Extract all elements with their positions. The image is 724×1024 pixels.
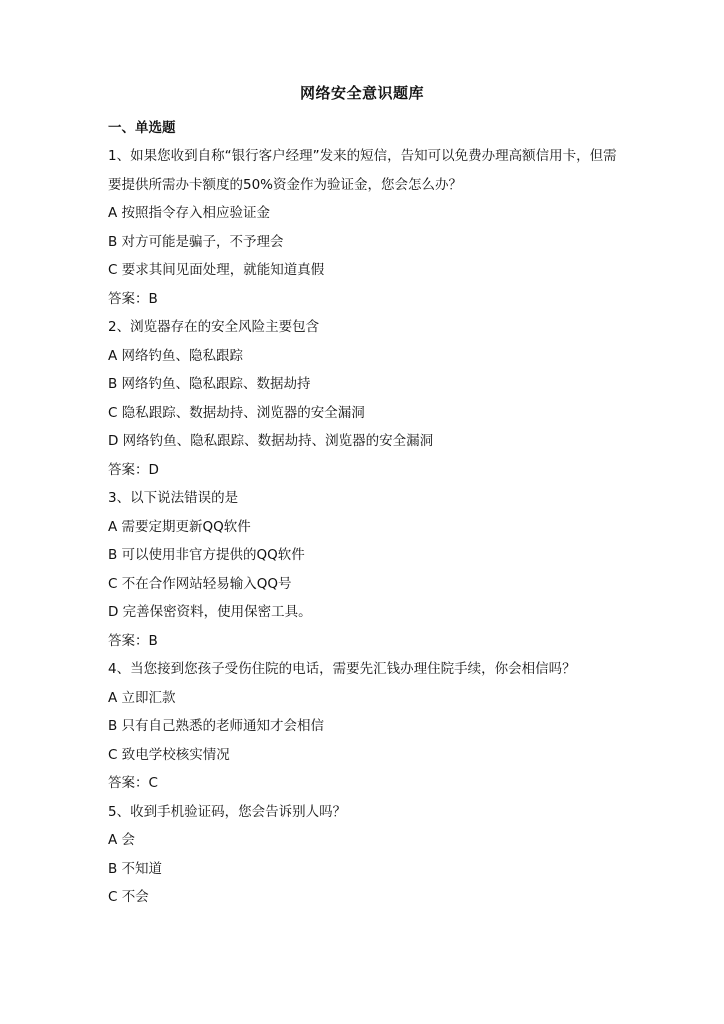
option-d: D 网络钓鱼、隐私跟踪、数据劫持、浏览器的安全漏洞: [108, 433, 434, 449]
option-a: A 网络钓鱼、隐私跟踪: [108, 347, 244, 364]
answer: 答案：D: [108, 461, 159, 478]
option-c: C 隐私跟踪、数据劫持、浏览器的安全漏洞: [108, 404, 365, 421]
question-text: 2、浏览器存在的安全风险主要包含: [108, 319, 320, 335]
answer: 答案：B: [108, 632, 158, 649]
question-text: 1、如果您收到自称“银行客户经理”发来的短信，告知可以免费办理高额信用卡，但需要提供所需办卡额度的50%资金作为验证金，您会怎么办？: [108, 148, 617, 193]
option-a: A 立即汇款: [108, 689, 176, 706]
option-b: B 网络钓鱼、隐私跟踪、数据劫持: [108, 376, 311, 392]
option-d: D 完善保密资料，使用保密工具。: [108, 604, 312, 620]
option-b: B 只有自己熟悉的老师通知才会相信: [108, 718, 325, 734]
option-c: C 要求其间见面处理，就能知道真假: [108, 262, 325, 278]
option-b: B 可以使用非官方提供的QQ软件: [108, 547, 305, 563]
question-text: 3、以下说法错误的是: [108, 490, 239, 506]
question-text: 4、当您接到您孩子受伤住院的电话，需要先汇钱办理住院手续，你会相信吗？: [108, 661, 576, 677]
option-c: C 不会: [108, 889, 149, 905]
question-list: [108, 146, 628, 916]
option-a: A 需要定期更新QQ软件: [108, 518, 251, 535]
section-heading: 一、单选题: [108, 120, 176, 136]
question-text: 5、收到手机验证码，您会告诉别人吗？: [108, 803, 347, 820]
option-c: C 致电学校核实情况: [108, 746, 230, 763]
answer: 答案：C: [108, 775, 158, 791]
option-c: C 不在合作网站轻易输入QQ号: [108, 575, 292, 592]
document-title: 网络安全意识题库: [299, 84, 424, 102]
option-b: B 对方可能是骗子，不予理会: [108, 233, 284, 250]
option-b: B 不知道: [108, 860, 163, 877]
option-a: A 会: [108, 832, 136, 848]
answer: 答案：B: [108, 290, 158, 307]
option-a: A 按照指令存入相应验证金: [108, 205, 271, 221]
